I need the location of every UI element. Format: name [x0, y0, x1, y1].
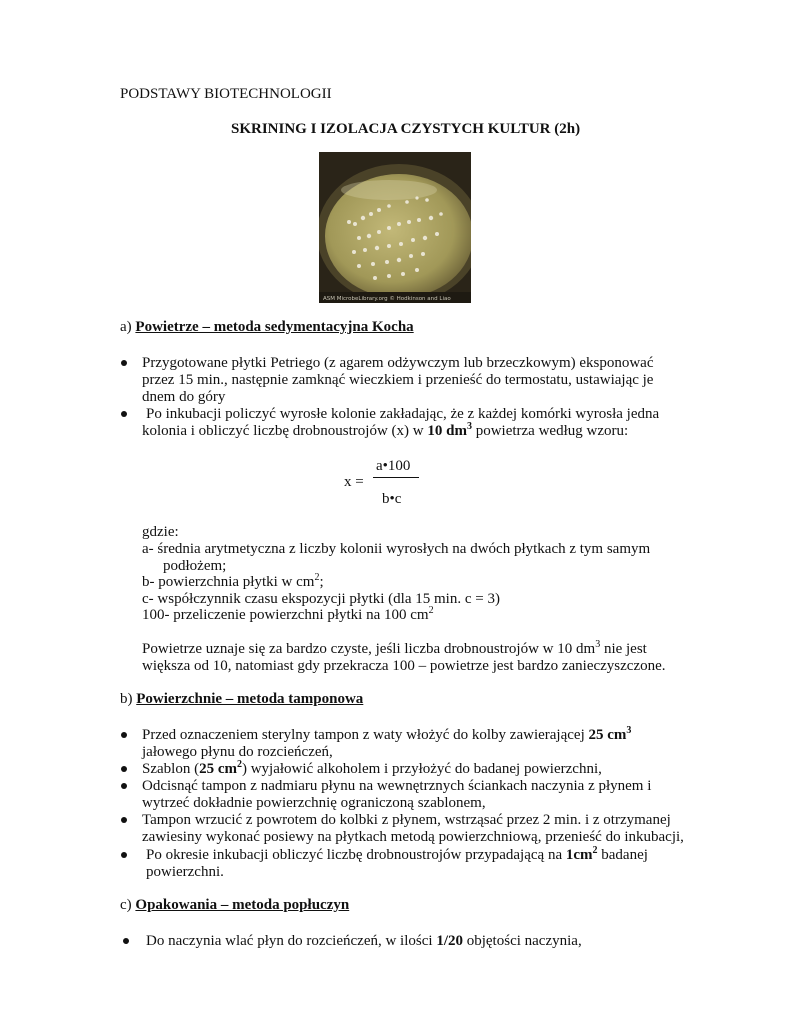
where-b-sup: 2 [314, 572, 320, 583]
b1-line1 [142, 727, 631, 744]
section-a-title: Powietrze – metoda sedymentacyjna Kocha [135, 319, 414, 335]
b5-line1-text: Po okresie inkubacji obliczyć liczbę drobnoustrojów przypadającą na [146, 847, 566, 863]
a1-line1: Przygotowane płytki Petriego (z agarem odżywczym lub brzeczkowym) eksponować [142, 355, 654, 371]
c1-fraction: 1/20 [436, 933, 463, 949]
section-b-title: Powierzchnie – metoda tamponowa [136, 691, 364, 707]
b1-line1-text: Przed oznaczeniem sterylny tampon z waty włożyć do kolby zawierającej [142, 727, 589, 743]
b4-line1: Tampon wrzucić z powrotem do kolbki z płynem, wstrząsać przez 2 min. i z otrzymanej [142, 812, 671, 828]
a1-line2: przez 15 min., następnie zamknąć wieczkiem i przenieść do termostatu, ustawiając je [142, 372, 654, 388]
image-caption: ASM MicrobeLibrary.org © Hodkinson and Liao [323, 296, 451, 302]
note-line1-text: Powietrze uznaje się za bardzo czyste, jeśli liczba drobnoustrojów w 10 dm [142, 641, 596, 657]
section-b-prefix: b) [120, 691, 133, 707]
bullet-b1 [121, 732, 127, 738]
a2-line2-text: kolonia i obliczyć liczbę drobnoustrojów (x) w [142, 423, 428, 439]
a2-line2-end: powietrza według wzoru: [471, 423, 629, 439]
note-line1 [142, 641, 647, 658]
b1-line1-volume: 25 cm [588, 727, 627, 743]
bullet-b4 [121, 817, 127, 823]
note-line2: większa od 10, natomiast gdy przekracza 100 – powietrze jest bardzo zanieczyszczone. [142, 658, 666, 674]
b5-line1 [146, 847, 648, 864]
b4-line2: zawiesiny wykonać posiewy na płytkach metodą powierzchniową, przenieść do inkubacji, [142, 829, 684, 845]
where-a-line1: a- średnia arytmetyczna z liczby kolonii wyrosłych na dwóch płytkach z tym samym [142, 541, 651, 557]
bullet-a2 [121, 411, 127, 417]
b5-line1-area: 1cm [565, 847, 593, 863]
b2-line [142, 761, 602, 778]
bullet-b3 [121, 783, 127, 789]
where-a-line2: podłożem; [163, 558, 227, 574]
note-line1-sup: 3 [595, 639, 601, 650]
c1-text-c: objętości naczynia, [462, 933, 582, 949]
b5-line1-sup: 2 [592, 845, 598, 856]
b2-text-c: ) wyjałowić alkoholem i przyłożyć do badanej powierzchni, [241, 761, 602, 777]
formula-lhs: x = [344, 474, 364, 490]
b2-text-a: Szablon ( [142, 761, 200, 777]
formula-fraction-line [373, 477, 419, 478]
section-b-heading [120, 691, 363, 708]
section-c-title: Opakowania – metoda popłuczyn [135, 897, 350, 913]
bullet-c1 [123, 938, 129, 944]
formula-numerator: a•100 [376, 458, 411, 474]
a1-line3: dnem do góry [142, 389, 226, 405]
petri-dish-image [319, 152, 471, 303]
a2-line2-sup: 3 [466, 421, 472, 432]
where-100-text: 100- przeliczenie powierzchni płytki na 100 cm [142, 607, 429, 623]
where-100 [142, 607, 434, 624]
where-b-text: b- powierzchnia płytki w cm [142, 574, 315, 590]
b3-line1: Odcisnąć tampon z nadmiaru płynu na wewnętrznych ściankach naczynia z płynem i [142, 778, 652, 794]
b3-line2: wytrzeć dokładnie powierzchnię ograniczoną szablonem, [142, 795, 486, 811]
petri-dish-illustration [319, 152, 471, 303]
section-a-prefix: a) [120, 319, 132, 335]
b5-line1-end: badanej [597, 847, 648, 863]
bullet-b2 [121, 766, 127, 772]
where-b-end: ; [319, 574, 324, 590]
where-c: c- współczynnik czasu ekspozycji płytki (dla 15 min. c = 3) [142, 591, 500, 607]
section-c-prefix: c) [120, 897, 132, 913]
where-100-sup: 2 [428, 605, 434, 616]
a2-line1: Po inkubacji policzyć wyrosłe kolonie zakładając, że z każdej komórki wyrosła jedna [146, 406, 660, 422]
where-label: gdzie: [142, 524, 179, 540]
b5-line2: powierzchni. [146, 864, 224, 880]
where-b [142, 574, 324, 591]
section-c-heading [120, 897, 349, 914]
bullet-a1 [121, 360, 127, 366]
b2-area: 25 cm [199, 761, 237, 777]
a2-line2-volume: 10 dm [427, 423, 467, 439]
bullet-b5 [121, 852, 127, 858]
c1-line [146, 933, 582, 950]
section-a-heading [120, 319, 414, 336]
a2-line2 [142, 423, 628, 440]
formula-denominator: b•c [382, 491, 402, 507]
b2-sup: 2 [236, 759, 242, 770]
doc-header: PODSTAWY BIOTECHNOLOGII [120, 86, 332, 102]
b1-line2: jałowego płynu do rozcieńczeń, [142, 744, 333, 760]
doc-title: SKRINING I IZOLACJA CZYSTYCH KULTUR (2h) [231, 121, 581, 137]
c1-text-a: Do naczynia wlać płyn do rozcieńczeń, w ilości [146, 933, 437, 949]
b1-line1-sup: 3 [626, 725, 632, 736]
note-line1-end: nie jest [600, 641, 647, 657]
